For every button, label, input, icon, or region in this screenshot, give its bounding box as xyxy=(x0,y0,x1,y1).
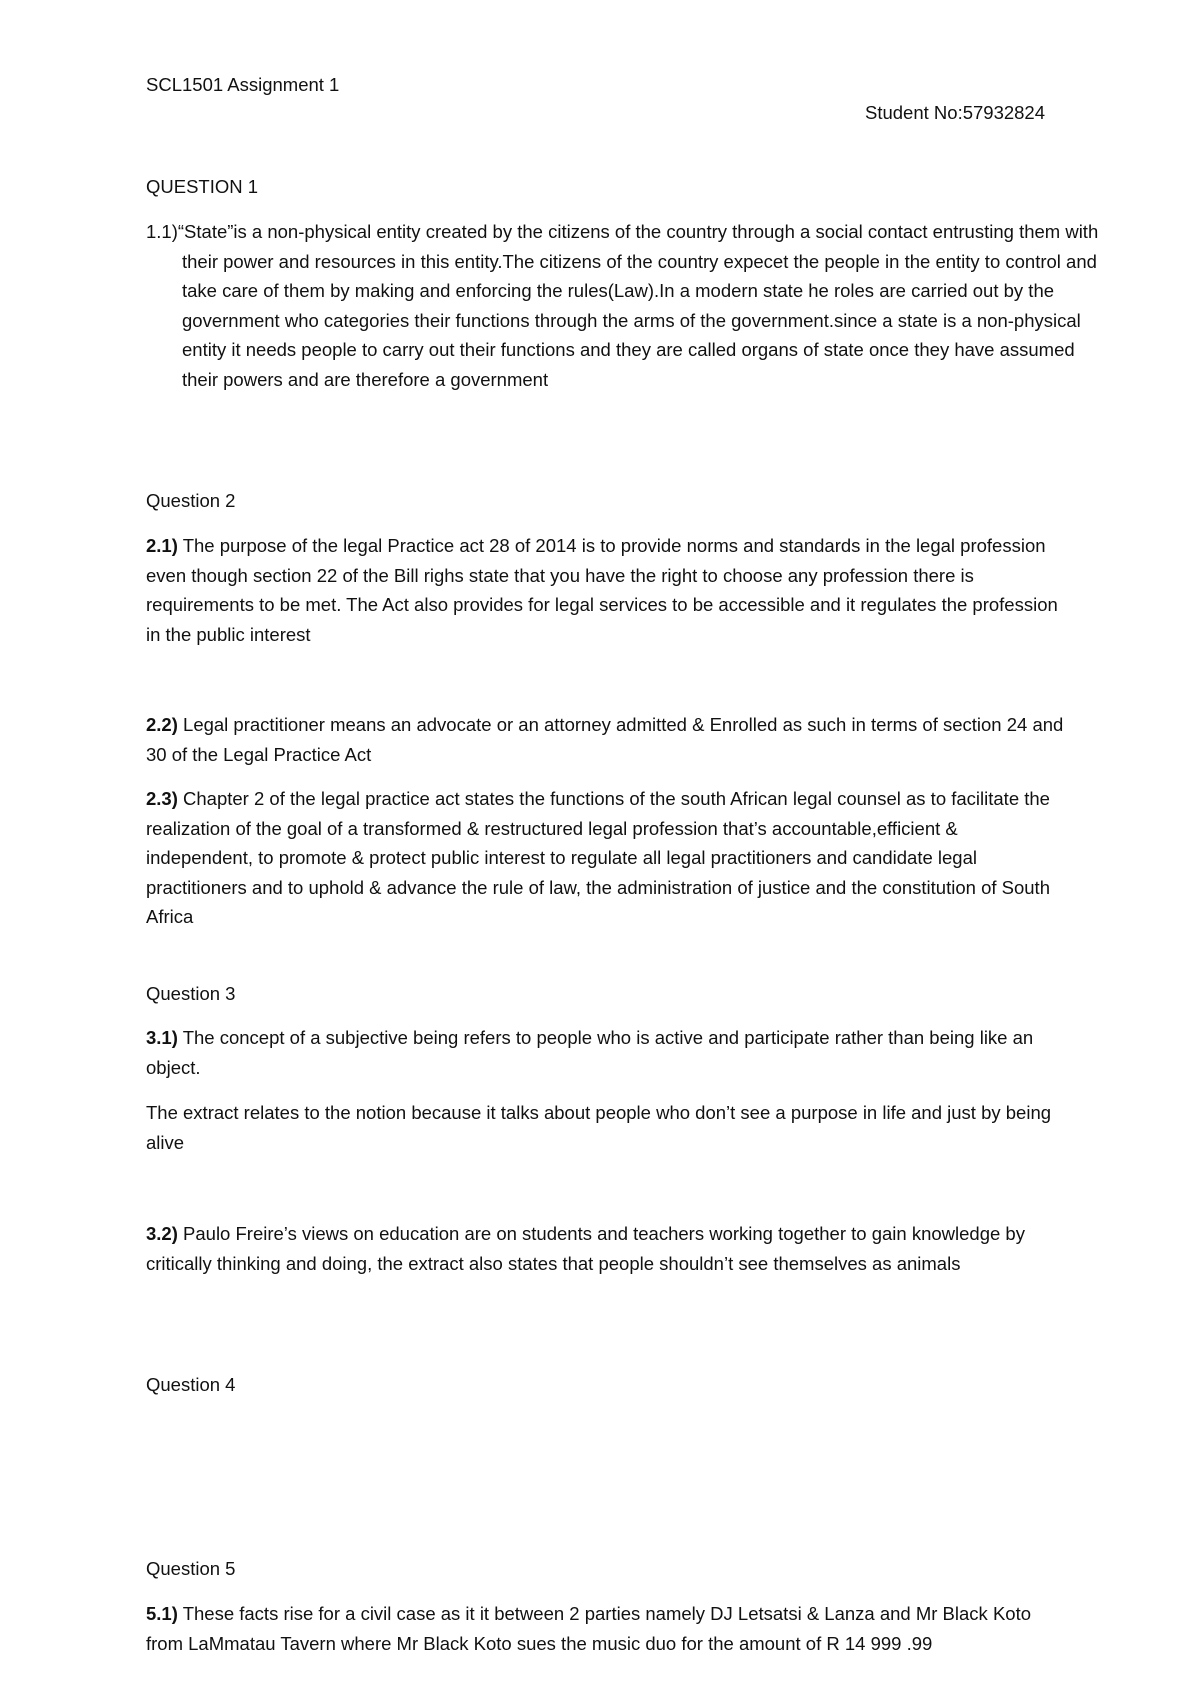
answer-2-3 xyxy=(146,784,1066,932)
answer-number: 3.2) xyxy=(146,1223,178,1244)
answer-2-2 xyxy=(146,710,1066,769)
answer-number: 3.1) xyxy=(146,1027,178,1048)
answer-2-1 xyxy=(146,531,1066,649)
answer-text: Chapter 2 of the legal practice act states the functions of the south African legal counsel as to facilitate the realization of the goal of a transformed & restructured legal profession that’s accountable,efficient & independent, to promote & protect public interest to regulate all legal practitioners and candidate legal practitioners and to uphold & advance the rule of law, the administration of justice and the constitution of South Africa xyxy=(146,788,1050,927)
answer-3-1 xyxy=(146,1023,1066,1082)
answer-text: “State”is a non-physical entity created by the citizens of the country through a social contact entrusting them with their power and resources in this entity.The citizens of the country expecet the people in the entity to control and take care of them by making and enforcing the rules(Law).In a modern state he roles are carried out by the government who categories their functions through the arms of the government.since a state is a non-physical entity it needs people to carry out their functions and they are called organs of state once they have assumed their powers and are therefore a government xyxy=(177,221,1099,390)
answer-text: The purpose of the legal Practice act 28 of 2014 is to provide norms and standards in the legal profession even though section 22 of the Bill righs state that you have the right to choose any profession there is requirements to be met. The Act also provides for legal services to be accessible and it regulates the profession in the public interest xyxy=(146,535,1058,645)
question-1-heading: QUESTION 1 xyxy=(146,176,259,197)
answer-number: 2.3) xyxy=(146,788,178,809)
answer-5-1 xyxy=(146,1599,1066,1658)
answer-number: 5.1) xyxy=(146,1603,178,1624)
question-4-heading: Question 4 xyxy=(146,1374,236,1395)
answer-1-1 xyxy=(146,217,1102,394)
course-title: SCL1501 Assignment 1 xyxy=(146,74,340,95)
question-2-heading: Question 2 xyxy=(146,490,236,511)
student-number: Student No:57932824 xyxy=(865,102,1046,123)
question-3-heading: Question 3 xyxy=(146,983,236,1004)
answer-text: The concept of a subjective being refers to people who is active and participate rather than being like an object. xyxy=(146,1027,1034,1078)
answer-text: Paulo Freire’s views on education are on students and teachers working together to gain knowledge by critically thinking and doing, the extract also states that people shouldn’t see themselves as animals xyxy=(146,1223,1025,1274)
answer-text: Legal practitioner means an advocate or an attorney admitted & Enrolled as such in terms of section 24 and 30 of the Legal Practice Act xyxy=(146,714,1064,765)
answer-3-1-extra: The extract relates to the notion because it talks about people who don’t see a purpose in life and just by being alive xyxy=(146,1102,1052,1153)
answer-number: 1.1) xyxy=(146,221,178,242)
question-5-heading: Question 5 xyxy=(146,1558,236,1579)
answer-number: 2.2) xyxy=(146,714,178,735)
answer-number: 2.1) xyxy=(146,535,178,556)
answer-3-2 xyxy=(146,1219,1066,1278)
answer-text: These facts rise for a civil case as it it between 2 parties namely DJ Letsatsi & Lanza and Mr Black Koto from LaMmatau Tavern where Mr Black Koto sues the music duo for the amount of R 14 999 .99 xyxy=(146,1603,1031,1654)
